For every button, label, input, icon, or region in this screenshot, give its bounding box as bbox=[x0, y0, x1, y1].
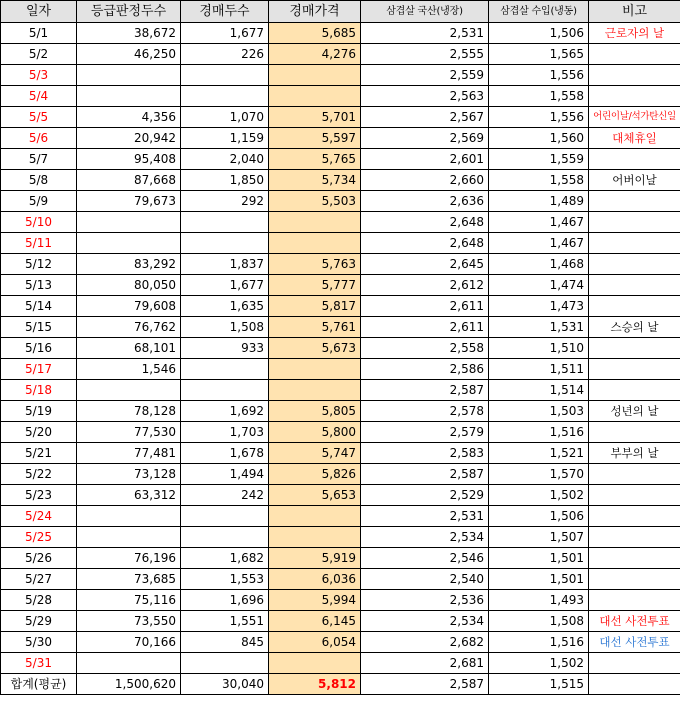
auction-count-cell bbox=[181, 527, 269, 548]
total-auction-count: 30,040 bbox=[181, 674, 269, 695]
belly-domestic-cell: 2,534 bbox=[361, 527, 489, 548]
total-grade-count: 1,500,620 bbox=[77, 674, 181, 695]
auction-count-cell: 1,677 bbox=[181, 23, 269, 44]
date-cell: 5/28 bbox=[1, 590, 77, 611]
table-row bbox=[1, 275, 680, 296]
auction-price-cell: 5,777 bbox=[269, 275, 361, 296]
date-cell: 5/15 bbox=[1, 317, 77, 338]
table-row bbox=[1, 128, 680, 149]
auction-count-cell: 1,692 bbox=[181, 401, 269, 422]
note-cell: 근로자의 날 bbox=[589, 23, 680, 44]
header-auction-count: 경매두수 bbox=[181, 1, 269, 23]
table-row bbox=[1, 149, 680, 170]
belly-domestic-cell: 2,648 bbox=[361, 212, 489, 233]
auction-price-cell: 5,685 bbox=[269, 23, 361, 44]
belly-imported-cell: 1,559 bbox=[489, 149, 589, 170]
grade-count-cell bbox=[77, 527, 181, 548]
belly-domestic-cell: 2,586 bbox=[361, 359, 489, 380]
date-cell: 5/2 bbox=[1, 44, 77, 65]
header-date: 일자 bbox=[1, 1, 77, 23]
table-row bbox=[1, 632, 680, 653]
auction-count-cell bbox=[181, 653, 269, 674]
belly-domestic-cell: 2,681 bbox=[361, 653, 489, 674]
date-cell: 5/10 bbox=[1, 212, 77, 233]
auction-count-cell: 1,696 bbox=[181, 590, 269, 611]
total-belly-domestic: 2,587 bbox=[361, 674, 489, 695]
note-cell bbox=[589, 44, 680, 65]
note-cell bbox=[589, 548, 680, 569]
note-cell bbox=[589, 653, 680, 674]
auction-price-cell bbox=[269, 380, 361, 401]
auction-price-cell: 6,054 bbox=[269, 632, 361, 653]
auction-count-cell bbox=[181, 65, 269, 86]
date-cell: 5/22 bbox=[1, 464, 77, 485]
belly-imported-cell: 1,508 bbox=[489, 611, 589, 632]
belly-domestic-cell: 2,612 bbox=[361, 275, 489, 296]
auction-count-cell bbox=[181, 212, 269, 233]
grade-count-cell: 76,196 bbox=[77, 548, 181, 569]
auction-price-cell: 5,734 bbox=[269, 170, 361, 191]
auction-price-cell: 5,701 bbox=[269, 107, 361, 128]
belly-imported-cell: 1,506 bbox=[489, 506, 589, 527]
belly-imported-cell: 1,507 bbox=[489, 527, 589, 548]
belly-domestic-cell: 2,611 bbox=[361, 317, 489, 338]
grade-count-cell: 77,530 bbox=[77, 422, 181, 443]
grade-count-cell: 83,292 bbox=[77, 254, 181, 275]
grade-count-cell: 70,166 bbox=[77, 632, 181, 653]
note-cell: 어버이날 bbox=[589, 170, 680, 191]
belly-domestic-cell: 2,569 bbox=[361, 128, 489, 149]
table-row bbox=[1, 548, 680, 569]
note-cell bbox=[589, 149, 680, 170]
auction-count-cell: 2,040 bbox=[181, 149, 269, 170]
date-cell: 5/12 bbox=[1, 254, 77, 275]
belly-imported-cell: 1,501 bbox=[489, 569, 589, 590]
auction-price-cell: 5,763 bbox=[269, 254, 361, 275]
belly-domestic-cell: 2,601 bbox=[361, 149, 489, 170]
auction-price-cell bbox=[269, 233, 361, 254]
date-cell: 5/11 bbox=[1, 233, 77, 254]
table-row bbox=[1, 212, 680, 233]
date-cell: 5/16 bbox=[1, 338, 77, 359]
date-cell: 5/17 bbox=[1, 359, 77, 380]
auction-price-cell: 5,765 bbox=[269, 149, 361, 170]
auction-count-cell: 1,682 bbox=[181, 548, 269, 569]
auction-count-cell: 1,703 bbox=[181, 422, 269, 443]
grade-count-cell: 73,550 bbox=[77, 611, 181, 632]
belly-domestic-cell: 2,563 bbox=[361, 86, 489, 107]
grade-count-cell: 20,942 bbox=[77, 128, 181, 149]
belly-imported-cell: 1,516 bbox=[489, 422, 589, 443]
table-row bbox=[1, 380, 680, 401]
table-row bbox=[1, 611, 680, 632]
auction-price-cell bbox=[269, 65, 361, 86]
auction-count-cell: 1,551 bbox=[181, 611, 269, 632]
grade-count-cell: 78,128 bbox=[77, 401, 181, 422]
date-cell: 5/26 bbox=[1, 548, 77, 569]
header-belly-domestic: 삼겹살 국산(냉장) bbox=[361, 1, 489, 23]
note-cell bbox=[589, 422, 680, 443]
grade-count-cell: 77,481 bbox=[77, 443, 181, 464]
auction-count-cell bbox=[181, 86, 269, 107]
table-row bbox=[1, 338, 680, 359]
belly-imported-cell: 1,473 bbox=[489, 296, 589, 317]
belly-domestic-cell: 2,534 bbox=[361, 611, 489, 632]
grade-count-cell bbox=[77, 233, 181, 254]
date-cell: 5/20 bbox=[1, 422, 77, 443]
belly-domestic-cell: 2,682 bbox=[361, 632, 489, 653]
grade-count-cell bbox=[77, 653, 181, 674]
belly-domestic-cell: 2,567 bbox=[361, 107, 489, 128]
table-row bbox=[1, 86, 680, 107]
note-cell: 부부의 날 bbox=[589, 443, 680, 464]
belly-imported-cell: 1,514 bbox=[489, 380, 589, 401]
total-label: 합계(평균) bbox=[1, 674, 77, 695]
belly-domestic-cell: 2,636 bbox=[361, 191, 489, 212]
auction-count-cell: 845 bbox=[181, 632, 269, 653]
auction-price-cell bbox=[269, 212, 361, 233]
table-row bbox=[1, 443, 680, 464]
auction-count-cell: 1,553 bbox=[181, 569, 269, 590]
note-cell bbox=[589, 254, 680, 275]
grade-count-cell: 1,546 bbox=[77, 359, 181, 380]
note-cell bbox=[589, 65, 680, 86]
table-row bbox=[1, 191, 680, 212]
grade-count-cell: 4,356 bbox=[77, 107, 181, 128]
grade-count-cell: 87,668 bbox=[77, 170, 181, 191]
belly-imported-cell: 1,556 bbox=[489, 65, 589, 86]
table-row bbox=[1, 233, 680, 254]
auction-price-cell: 5,826 bbox=[269, 464, 361, 485]
header-auction-price: 경매가격 bbox=[269, 1, 361, 23]
belly-domestic-cell: 2,546 bbox=[361, 548, 489, 569]
table-row bbox=[1, 401, 680, 422]
belly-imported-cell: 1,511 bbox=[489, 359, 589, 380]
grade-count-cell: 63,312 bbox=[77, 485, 181, 506]
belly-imported-cell: 1,558 bbox=[489, 86, 589, 107]
auction-price-cell: 6,036 bbox=[269, 569, 361, 590]
date-cell: 5/29 bbox=[1, 611, 77, 632]
belly-imported-cell: 1,501 bbox=[489, 548, 589, 569]
belly-imported-cell: 1,467 bbox=[489, 233, 589, 254]
auction-count-cell: 1,508 bbox=[181, 317, 269, 338]
auction-price-cell: 5,747 bbox=[269, 443, 361, 464]
auction-price-cell: 5,503 bbox=[269, 191, 361, 212]
belly-imported-cell: 1,502 bbox=[489, 485, 589, 506]
grade-count-cell bbox=[77, 65, 181, 86]
belly-domestic-cell: 2,531 bbox=[361, 23, 489, 44]
table-row bbox=[1, 422, 680, 443]
auction-count-cell: 242 bbox=[181, 485, 269, 506]
belly-imported-cell: 1,467 bbox=[489, 212, 589, 233]
table-body bbox=[1, 23, 680, 674]
note-cell: 대체휴일 bbox=[589, 128, 680, 149]
belly-domestic-cell: 2,587 bbox=[361, 380, 489, 401]
belly-imported-cell: 1,502 bbox=[489, 653, 589, 674]
table-row bbox=[1, 527, 680, 548]
table-row bbox=[1, 23, 680, 44]
note-cell: 대선 사전투표 bbox=[589, 632, 680, 653]
grade-count-cell: 38,672 bbox=[77, 23, 181, 44]
belly-imported-cell: 1,521 bbox=[489, 443, 589, 464]
belly-domestic-cell: 2,645 bbox=[361, 254, 489, 275]
auction-count-cell bbox=[181, 233, 269, 254]
auction-price-cell bbox=[269, 506, 361, 527]
table-row bbox=[1, 569, 680, 590]
table-row bbox=[1, 506, 680, 527]
date-cell: 5/13 bbox=[1, 275, 77, 296]
auction-count-cell: 292 bbox=[181, 191, 269, 212]
grade-count-cell: 46,250 bbox=[77, 44, 181, 65]
total-row bbox=[1, 674, 680, 695]
grade-count-cell: 73,685 bbox=[77, 569, 181, 590]
auction-count-cell: 1,635 bbox=[181, 296, 269, 317]
auction-price-cell bbox=[269, 527, 361, 548]
total-note bbox=[589, 674, 680, 695]
table-row bbox=[1, 65, 680, 86]
grade-count-cell bbox=[77, 506, 181, 527]
note-cell bbox=[589, 296, 680, 317]
auction-count-cell: 1,677 bbox=[181, 275, 269, 296]
auction-count-cell bbox=[181, 359, 269, 380]
auction-price-cell: 5,919 bbox=[269, 548, 361, 569]
belly-domestic-cell: 2,531 bbox=[361, 506, 489, 527]
table-row bbox=[1, 254, 680, 275]
date-cell: 5/25 bbox=[1, 527, 77, 548]
belly-domestic-cell: 2,587 bbox=[361, 464, 489, 485]
note-cell bbox=[589, 527, 680, 548]
note-cell bbox=[589, 275, 680, 296]
auction-count-cell: 1,159 bbox=[181, 128, 269, 149]
note-cell bbox=[589, 380, 680, 401]
belly-domestic-cell: 2,559 bbox=[361, 65, 489, 86]
table-row bbox=[1, 107, 680, 128]
auction-count-cell: 1,070 bbox=[181, 107, 269, 128]
belly-imported-cell: 1,560 bbox=[489, 128, 589, 149]
note-cell bbox=[589, 485, 680, 506]
note-cell bbox=[589, 191, 680, 212]
date-cell: 5/5 bbox=[1, 107, 77, 128]
grade-count-cell: 73,128 bbox=[77, 464, 181, 485]
header-belly-imported: 삼겹살 수입(냉동) bbox=[489, 1, 589, 23]
note-cell bbox=[589, 359, 680, 380]
total-auction-price: 5,812 bbox=[269, 674, 361, 695]
auction-price-cell: 4,276 bbox=[269, 44, 361, 65]
date-cell: 5/18 bbox=[1, 380, 77, 401]
belly-imported-cell: 1,468 bbox=[489, 254, 589, 275]
auction-price-cell: 5,817 bbox=[269, 296, 361, 317]
header-note: 비고 bbox=[589, 1, 680, 23]
belly-domestic-cell: 2,555 bbox=[361, 44, 489, 65]
grade-count-cell: 75,116 bbox=[77, 590, 181, 611]
auction-count-cell: 933 bbox=[181, 338, 269, 359]
note-cell bbox=[589, 590, 680, 611]
grade-count-cell: 68,101 bbox=[77, 338, 181, 359]
belly-domestic-cell: 2,579 bbox=[361, 422, 489, 443]
grade-count-cell: 79,608 bbox=[77, 296, 181, 317]
belly-domestic-cell: 2,611 bbox=[361, 296, 489, 317]
auction-price-cell bbox=[269, 359, 361, 380]
table-row bbox=[1, 359, 680, 380]
auction-price-cell: 5,653 bbox=[269, 485, 361, 506]
note-cell bbox=[589, 212, 680, 233]
grade-count-cell: 95,408 bbox=[77, 149, 181, 170]
date-cell: 5/8 bbox=[1, 170, 77, 191]
belly-domestic-cell: 2,648 bbox=[361, 233, 489, 254]
grade-count-cell bbox=[77, 86, 181, 107]
note-cell bbox=[589, 338, 680, 359]
belly-imported-cell: 1,516 bbox=[489, 632, 589, 653]
date-cell: 5/4 bbox=[1, 86, 77, 107]
belly-imported-cell: 1,474 bbox=[489, 275, 589, 296]
header-row bbox=[1, 1, 680, 23]
grade-count-cell bbox=[77, 212, 181, 233]
grade-count-cell: 79,673 bbox=[77, 191, 181, 212]
auction-price-cell: 6,145 bbox=[269, 611, 361, 632]
auction-price-cell bbox=[269, 653, 361, 674]
table-row bbox=[1, 464, 680, 485]
belly-imported-cell: 1,493 bbox=[489, 590, 589, 611]
note-cell: 스승의 날 bbox=[589, 317, 680, 338]
belly-domestic-cell: 2,529 bbox=[361, 485, 489, 506]
date-cell: 5/27 bbox=[1, 569, 77, 590]
note-cell bbox=[589, 86, 680, 107]
date-cell: 5/23 bbox=[1, 485, 77, 506]
belly-domestic-cell: 2,660 bbox=[361, 170, 489, 191]
auction-price-cell: 5,761 bbox=[269, 317, 361, 338]
belly-imported-cell: 1,510 bbox=[489, 338, 589, 359]
table-row bbox=[1, 317, 680, 338]
auction-price-cell: 5,800 bbox=[269, 422, 361, 443]
note-cell: 대선 사전투표 bbox=[589, 611, 680, 632]
note-cell bbox=[589, 233, 680, 254]
date-cell: 5/3 bbox=[1, 65, 77, 86]
table-row bbox=[1, 485, 680, 506]
belly-domestic-cell: 2,583 bbox=[361, 443, 489, 464]
date-cell: 5/9 bbox=[1, 191, 77, 212]
auction-price-cell: 5,994 bbox=[269, 590, 361, 611]
grade-count-cell bbox=[77, 380, 181, 401]
auction-count-cell: 1,850 bbox=[181, 170, 269, 191]
date-cell: 5/14 bbox=[1, 296, 77, 317]
date-cell: 5/7 bbox=[1, 149, 77, 170]
belly-domestic-cell: 2,558 bbox=[361, 338, 489, 359]
belly-domestic-cell: 2,536 bbox=[361, 590, 489, 611]
table-row bbox=[1, 44, 680, 65]
belly-imported-cell: 1,503 bbox=[489, 401, 589, 422]
grade-count-cell: 80,050 bbox=[77, 275, 181, 296]
note-cell bbox=[589, 569, 680, 590]
belly-imported-cell: 1,506 bbox=[489, 23, 589, 44]
date-cell: 5/24 bbox=[1, 506, 77, 527]
belly-imported-cell: 1,565 bbox=[489, 44, 589, 65]
auction-count-cell: 1,678 bbox=[181, 443, 269, 464]
belly-imported-cell: 1,558 bbox=[489, 170, 589, 191]
auction-count-cell bbox=[181, 380, 269, 401]
note-cell bbox=[589, 506, 680, 527]
auction-count-cell bbox=[181, 506, 269, 527]
belly-imported-cell: 1,570 bbox=[489, 464, 589, 485]
note-cell: 어린이날/석가탄신일 bbox=[589, 107, 680, 128]
belly-imported-cell: 1,489 bbox=[489, 191, 589, 212]
table-row bbox=[1, 170, 680, 191]
date-cell: 5/21 bbox=[1, 443, 77, 464]
date-cell: 5/30 bbox=[1, 632, 77, 653]
table-row bbox=[1, 653, 680, 674]
date-cell: 5/31 bbox=[1, 653, 77, 674]
header-grade-count: 등급판정두수 bbox=[77, 1, 181, 23]
grade-count-cell: 76,762 bbox=[77, 317, 181, 338]
auction-price-cell: 5,597 bbox=[269, 128, 361, 149]
auction-price-cell: 5,805 bbox=[269, 401, 361, 422]
belly-imported-cell: 1,531 bbox=[489, 317, 589, 338]
auction-count-cell: 226 bbox=[181, 44, 269, 65]
belly-domestic-cell: 2,540 bbox=[361, 569, 489, 590]
auction-price-cell bbox=[269, 86, 361, 107]
table-row bbox=[1, 296, 680, 317]
auction-price-cell: 5,673 bbox=[269, 338, 361, 359]
date-cell: 5/6 bbox=[1, 128, 77, 149]
note-cell bbox=[589, 464, 680, 485]
belly-domestic-cell: 2,578 bbox=[361, 401, 489, 422]
note-cell: 성년의 날 bbox=[589, 401, 680, 422]
total-belly-imported: 1,515 bbox=[489, 674, 589, 695]
belly-imported-cell: 1,556 bbox=[489, 107, 589, 128]
table-row bbox=[1, 590, 680, 611]
auction-count-cell: 1,837 bbox=[181, 254, 269, 275]
date-cell: 5/1 bbox=[1, 23, 77, 44]
auction-count-cell: 1,494 bbox=[181, 464, 269, 485]
date-cell: 5/19 bbox=[1, 401, 77, 422]
